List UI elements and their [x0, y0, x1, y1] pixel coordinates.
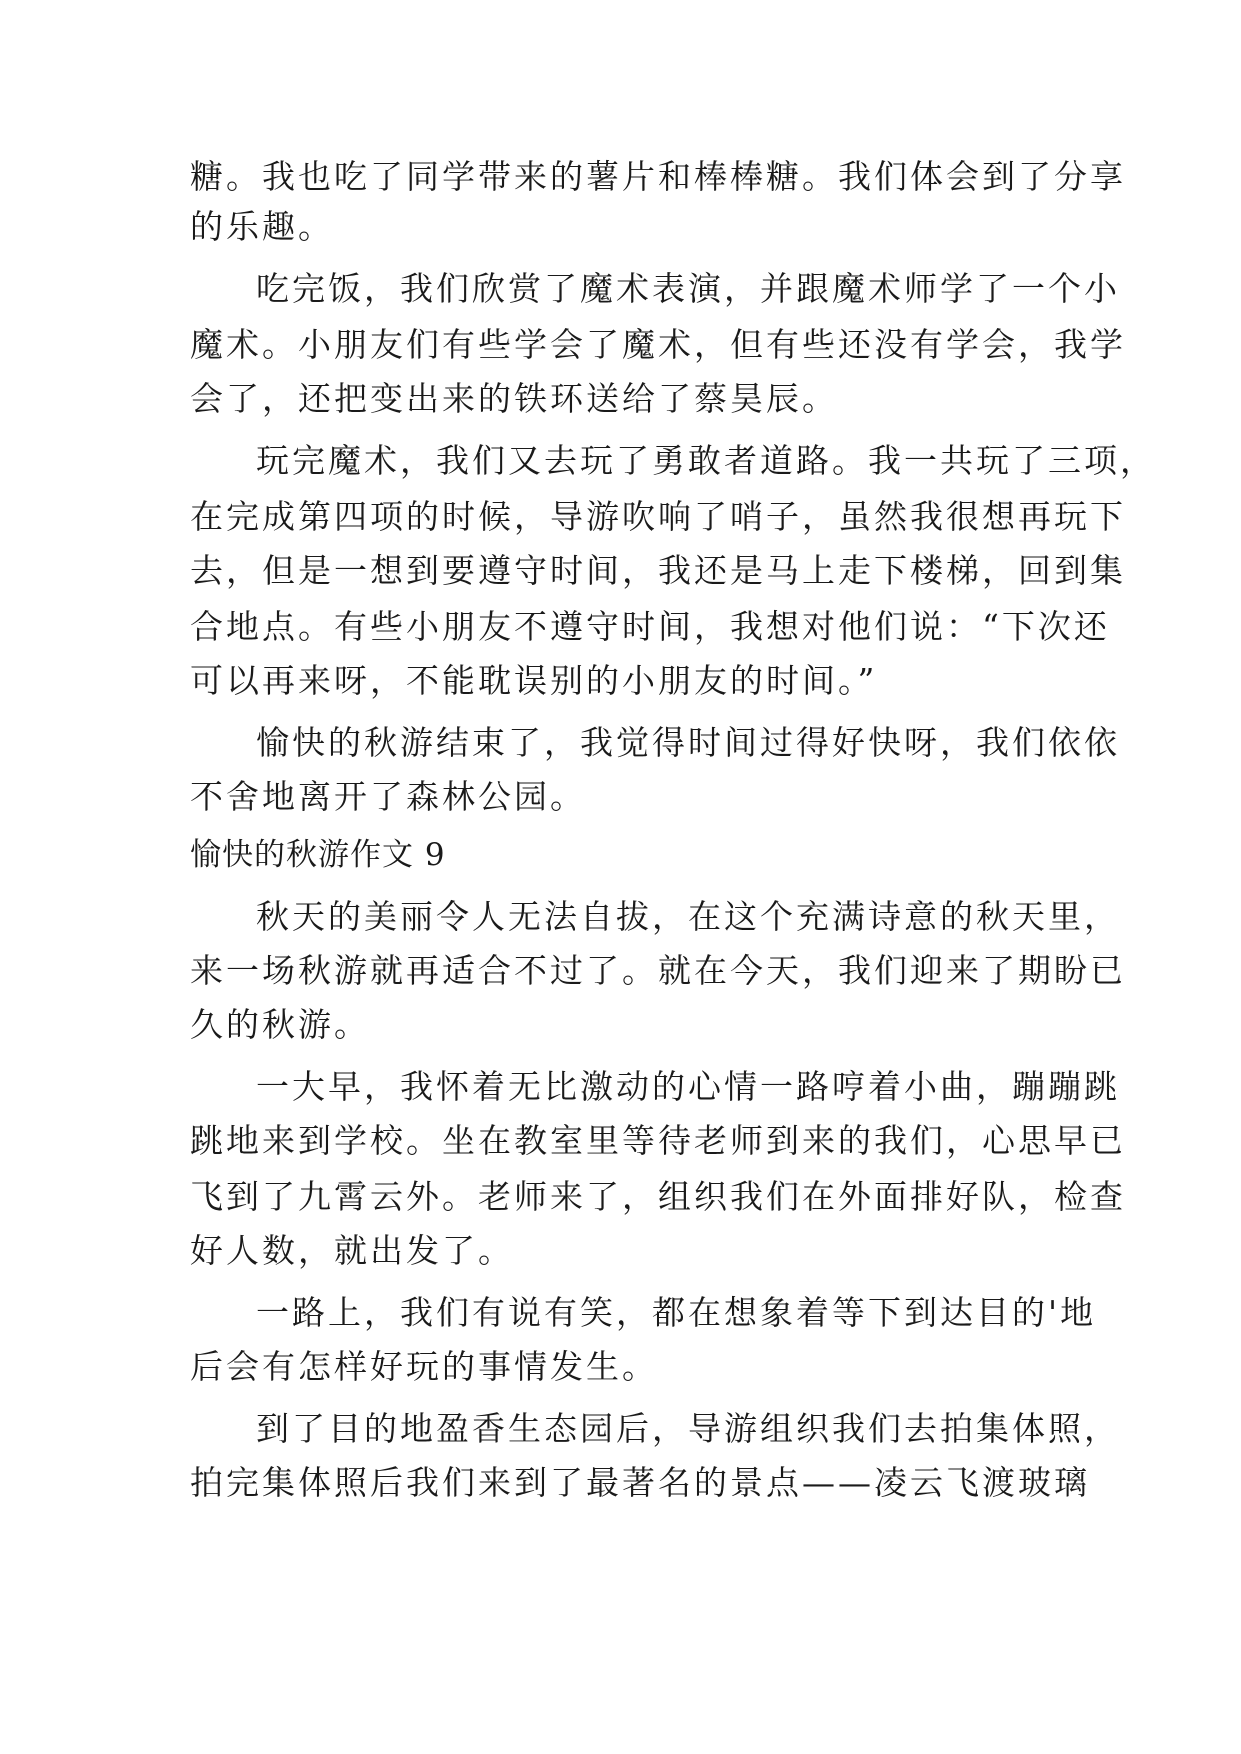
text-line: 飞到了九霄云外。老师来了，组织我们在外面排好队，检查: [190, 1177, 1126, 1216]
paragraph-start: 玩完魔术，我们又去玩了勇敢者道路。我一共玩了三项，: [256, 441, 1156, 480]
text-line: 魔术。小朋友们有些学会了魔术，但有些还没有学会，我学: [190, 325, 1126, 364]
text-line: 后会有怎样好玩的事情发生。: [190, 1347, 658, 1386]
text-line: 在完成第四项的时候，导游吹响了哨子，虽然我很想再玩下: [190, 497, 1126, 536]
text-line: 跳地来到学校。坐在教室里等待老师到来的我们，心思早已: [190, 1121, 1126, 1160]
text-line: 久的秋游。: [190, 1005, 370, 1044]
section-heading: 愉快的秋游作文 9: [190, 837, 446, 873]
text-line: 来一场秋游就再适合不过了。就在今天，我们迎来了期盼已: [190, 951, 1126, 990]
text-line: 的乐趣。: [190, 207, 334, 246]
text-line: 可以再来呀，不能耽误别的小朋友的时间。”: [190, 661, 878, 700]
text-line: 会了，还把变出来的铁环送给了蔡昊辰。: [190, 379, 838, 418]
text-line: 合地点。有些小朋友不遵守时间，我想对他们说：“下次还: [190, 607, 1110, 646]
text-line: 好人数，就出发了。: [190, 1231, 514, 1270]
paragraph-start: 愉快的秋游结束了，我觉得时间过得好快呀，我们依依: [256, 723, 1120, 762]
text-line: 去，但是一想到要遵守时间，我还是马上走下楼梯，回到集: [190, 551, 1126, 590]
text-line: 糖。我也吃了同学带来的薯片和棒棒糖。我们体会到了分享: [190, 157, 1126, 196]
text-line: 拍完集体照后我们来到了最著名的景点——凌云飞渡玻璃: [190, 1463, 1090, 1502]
text-line: 不舍地离开了森林公园。: [190, 777, 586, 816]
paragraph-start: 一大早，我怀着无比激动的心情一路哼着小曲，蹦蹦跳: [256, 1067, 1120, 1106]
paragraph-start: 秋天的美丽令人无法自拔，在这个充满诗意的秋天里，: [256, 897, 1120, 936]
paragraph-start: 一路上，我们有说有笑，都在想象着等下到达目的'地: [256, 1293, 1097, 1332]
paragraph-start: 到了目的地盈香生态园后，导游组织我们去拍集体照，: [256, 1409, 1120, 1448]
paragraph-start: 吃完饭，我们欣赏了魔术表演，并跟魔术师学了一个小: [256, 269, 1120, 308]
